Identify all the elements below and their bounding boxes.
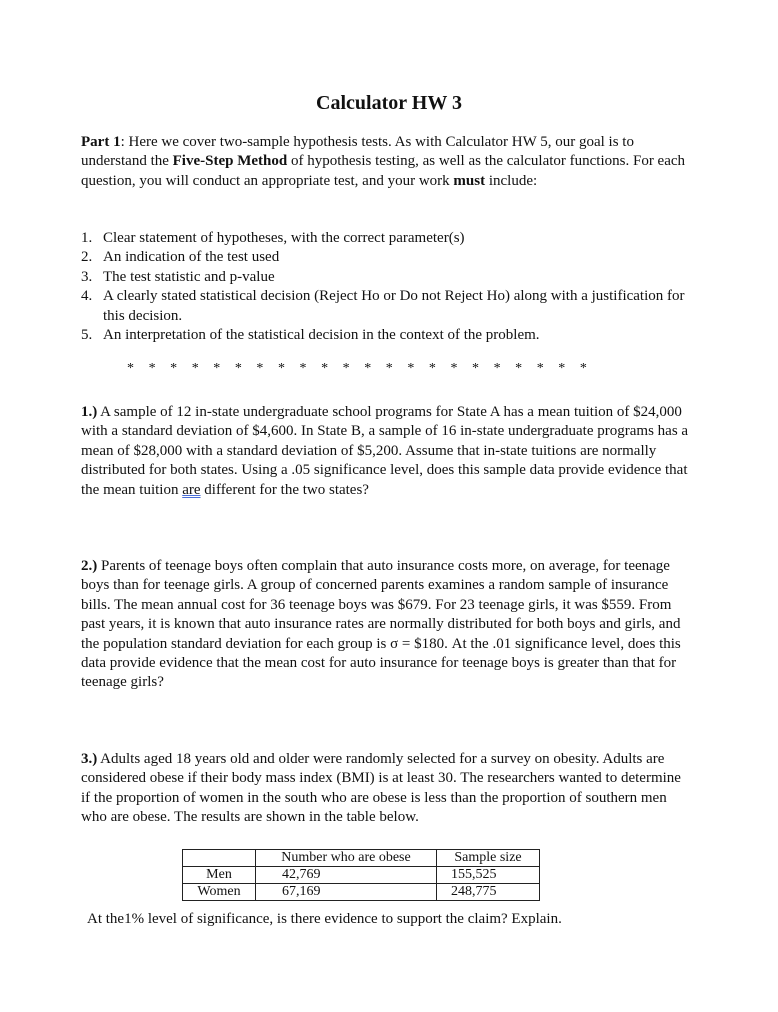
step-text: A clearly stated statistical decision (Reject Ho or Do not Reject Ho) along with a justification for this decision.: [103, 288, 685, 324]
question-1: [81, 403, 693, 500]
list-item: [81, 268, 701, 287]
star-separator: [127, 362, 587, 376]
list-item: [81, 248, 701, 267]
table-header-obese: Number who are obese: [256, 850, 437, 867]
table-cell-sample: 155,525: [437, 867, 540, 884]
step-number: 4.: [81, 288, 93, 305]
separator-star: *: [407, 361, 415, 376]
list-item: [81, 287, 701, 326]
table-corner-cell: [183, 850, 256, 867]
obesity-table: [182, 849, 540, 901]
question-number: 1.): [81, 404, 98, 420]
separator-star: *: [342, 361, 350, 376]
separator-star: *: [364, 361, 372, 376]
question-2: [81, 557, 693, 693]
step-number: 5.: [81, 327, 93, 344]
question-text-end: different for the two states?: [200, 481, 369, 498]
grammar-flagged-word: are: [182, 481, 201, 498]
step-number: 3.: [81, 268, 93, 285]
table-row: [183, 867, 540, 884]
separator-star: *: [256, 361, 264, 376]
separator-star: *: [428, 361, 436, 376]
document-title: Calculator HW 3: [316, 92, 462, 114]
must-label: must: [453, 172, 486, 189]
question-text: Parents of teenage boys often complain that auto insurance costs more, on average, for teenage boys than for teenage girls. A group of concerned parents examines a random sample of insurance bills. The mean annual cost for 36 teenage boys was $679. For 23 teenage girls, it was $559. From past years, it is known that auto insurance rates are normally distributed for both boys and girls, and the population standard deviation for each group is σ = $180. At the .01 significance level, does this data provide evidence that the mean cost for auto insurance for teenage boys is greater than that for teenage girls?: [81, 558, 681, 691]
separator-star: *: [579, 361, 587, 376]
list-item: [81, 326, 701, 345]
separator-star: *: [493, 361, 501, 376]
table-row-label: Women: [183, 884, 256, 901]
step-text: An interpretation of the statistical decision in the context of the problem.: [103, 327, 540, 344]
separator-star: *: [385, 361, 393, 376]
step-number: 2.: [81, 249, 93, 266]
part-label: Part 1: [81, 134, 121, 150]
step-text: An indication of the test used: [103, 249, 280, 266]
table-cell-obese: 67,169: [256, 884, 437, 901]
separator-star: *: [450, 361, 458, 376]
separator-star: *: [213, 361, 221, 376]
step-text: The test statistic and p-value: [103, 268, 275, 285]
question-number: 2.): [81, 558, 98, 574]
closing-question: At the1% level of significance, is there evidence to support the claim? Explain.: [87, 911, 562, 927]
table-row-label: Men: [183, 867, 256, 884]
separator-star: *: [277, 361, 285, 376]
intro-paragraph: [81, 133, 693, 191]
separator-star: *: [299, 361, 307, 376]
separator-star: *: [191, 361, 199, 376]
separator-star: *: [472, 361, 479, 376]
separator-star: *: [148, 361, 156, 376]
separator-star: *: [321, 361, 329, 376]
table-cell-sample: 248,775: [437, 884, 540, 901]
question-text: Adults aged 18 years old and older were randomly selected for a survey on obesity. Adults are considered obese if their body mass index (BMI) is at least 30. The researchers wanted to determine if the proportion of women in the south who are obese is less than the proportion of southern men who are obese. The results are shown in the table below.: [81, 751, 681, 826]
separator-star: *: [515, 361, 523, 376]
table-cell-obese: 42,769: [256, 867, 437, 884]
question-number: 3.): [81, 751, 98, 767]
separator-star: *: [536, 361, 544, 376]
intro-text-1: : Here we cover two-sample hypothesis tests. As with Calculator HW 5, our goal is to understand the: [81, 134, 634, 170]
separator-star: *: [170, 361, 178, 376]
separator-star: *: [127, 361, 134, 376]
separator-star: *: [234, 361, 242, 376]
list-item: [81, 229, 701, 248]
table-header-row: [183, 850, 540, 867]
step-number: 1.: [81, 230, 93, 246]
step-text: Clear statement of hypotheses, with the correct parameter(s): [103, 230, 465, 246]
question-text: A sample of 12 in-state undergraduate school programs for State A has a mean tuition of $24,000 with a standard deviation of $4,600. In State B, a sample of 16 in-state undergraduate programs has a mean of $28,000 with a standard deviation of $5,200. Assume that in-state tuitions are normally distributed for both states. Using a .05 significance level, does this sample data provide evidence that the mean tuition: [81, 404, 689, 498]
table-row: [183, 884, 540, 901]
question-3: [81, 750, 693, 828]
steps-list: [81, 229, 701, 345]
five-step-method-label: Five-Step Method: [172, 153, 288, 170]
intro-text-2: of hypothesis testing, as well as the calculator functions. For each question, you will conduct an appropriate test, and your work: [81, 153, 686, 189]
table-header-sample: Sample size: [437, 850, 540, 867]
intro-text-3: include:: [485, 172, 538, 189]
separator-star: *: [558, 361, 566, 376]
